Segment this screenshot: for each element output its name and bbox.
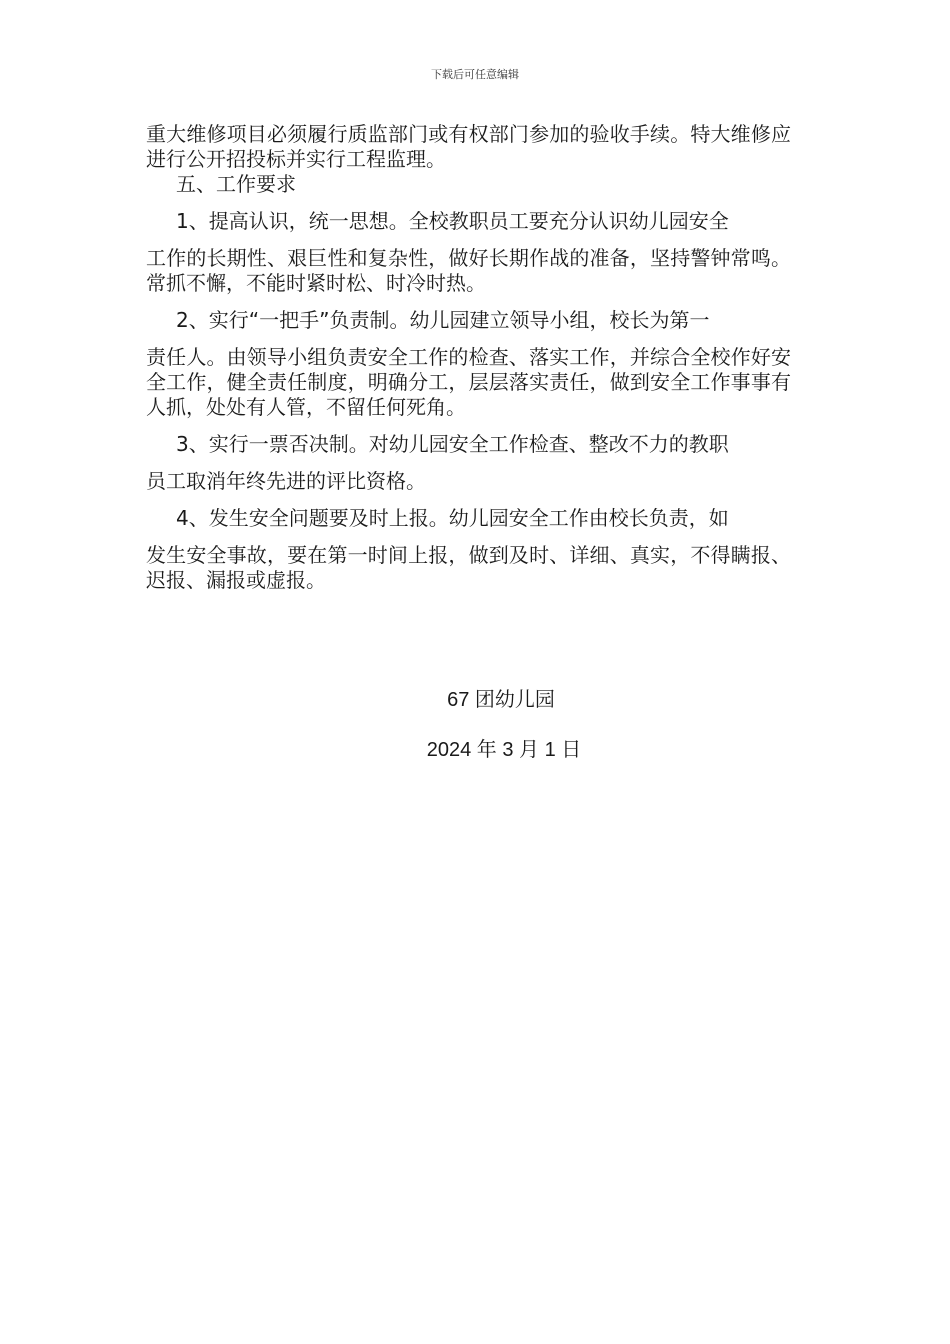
list-item: [146, 506, 791, 593]
document-body: [146, 122, 791, 593]
paragraph-maintenance: 重大维修项目必须履行质监部门或有权部门参加的验收手续。特大维修应进行公开招投标并实行工程监理。: [146, 122, 791, 171]
list-item-1-line1: 1、提高认识，统一思想。全校教职员工要充分认识幼儿园安全: [176, 209, 729, 233]
list-item-4-line1: 4、发生安全问题要及时上报。幼儿园安全工作由校长负责，如: [176, 506, 729, 530]
page-header: 下载后可任意编辑: [431, 68, 519, 81]
list-item-3-rest: 员工取消年终先进的评比资格。: [146, 469, 426, 493]
list-item-2-rest: 责任人。由领导小组负责安全工作的检查、落实工作，并综合全校作好安全工作，健全责任制度，明确分工，层层落实责任，做到安全工作事事有人抓，处处有人管，不留任何死角。: [146, 345, 791, 419]
list-item: [146, 308, 791, 420]
list-item: [146, 432, 791, 494]
signature-organization: 67 团幼儿园: [447, 689, 555, 711]
list-item: [146, 209, 791, 296]
list-item-3-line1: 3、实行一票否决制。对幼儿园安全工作检查、整改不力的教职: [176, 432, 729, 456]
list-item-4-rest: 发生安全事故，要在第一时间上报，做到及时、详细、真实，不得瞒报、迟报、漏报或虚报。: [146, 543, 791, 592]
list-item-1-rest: 工作的长期性、艰巨性和复杂性，做好长期作战的准备，坚持警钟常鸣。常抓不懈，不能时紧时松、时冷时热。: [146, 246, 791, 295]
list-item-2-line1: 2、实行“一把手”负责制。幼儿园建立领导小组，校长为第一: [176, 308, 710, 332]
section-heading-work-requirements: 五、工作要求: [176, 172, 296, 196]
signature-date: 2024 年 3 月 1 日: [426, 739, 582, 761]
